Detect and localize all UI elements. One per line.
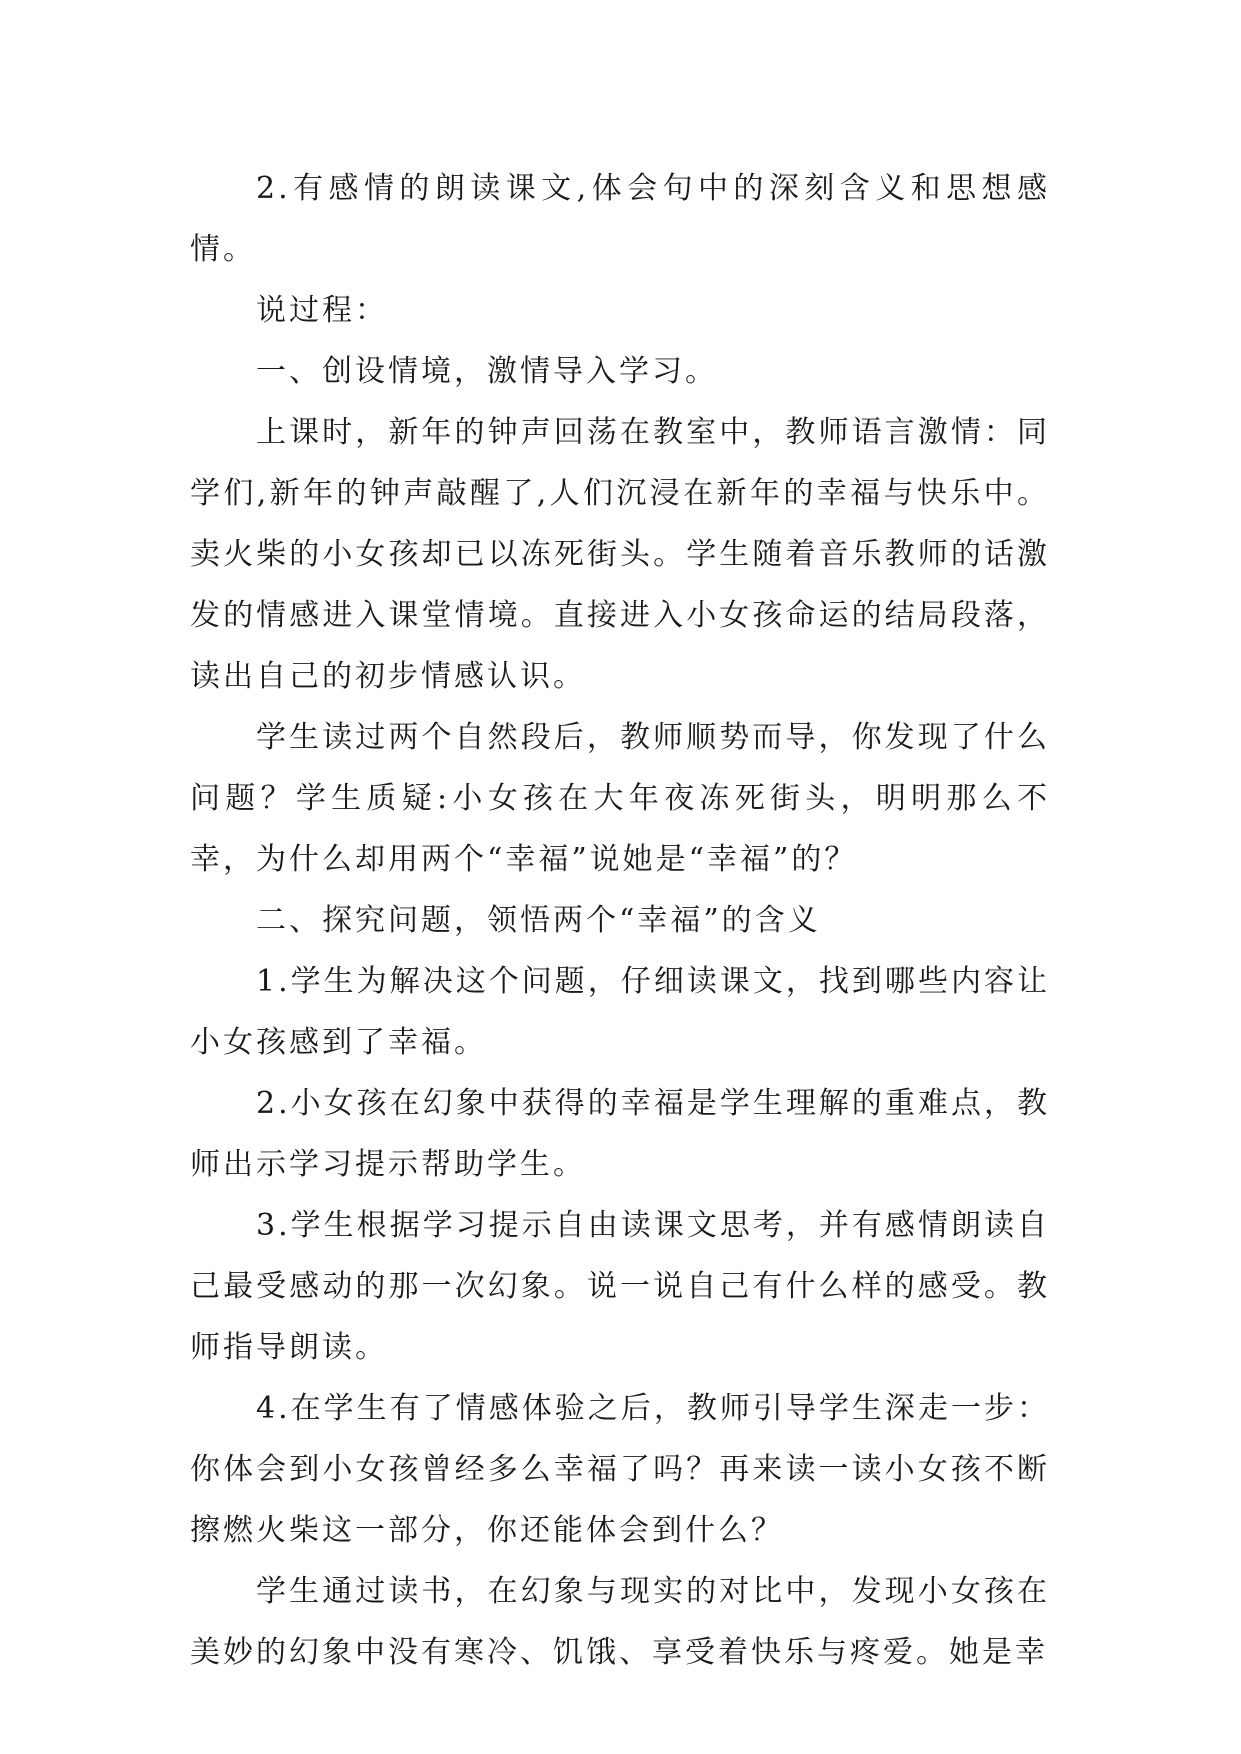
heading-section-2: 二、探究问题，领悟两个“幸福”的含义 — [256, 903, 821, 938]
paragraph-contrast: 学生通过读书，在幻象与现实的对比中，发现小女孩在美妙的幻象中没有寒冷、饥饿、享受着快乐与疼爱。她是幸 — [190, 1574, 1050, 1670]
paragraph-step-4: 4.在学生有了情感体验之后，教师引导学生深走一步：你体会到小女孩曾经多么幸福了吗？再来读一读小女孩不断擦燃火柴这一部分，你还能体会到什么？ — [190, 1391, 1050, 1548]
paragraph-objective-2: 2.有感情的朗读课文,体会句中的深刻含义和思想感情。 — [190, 171, 1050, 267]
document-body — [190, 158, 1050, 1683]
paragraph-step-2: 2.小女孩在幻象中获得的幸福是学生理解的重难点，教师出示学习提示帮助学生。 — [190, 1086, 1050, 1182]
paragraph-class-start: 上课时，新年的钟声回荡在教室中，教师语言激情：同学们,新年的钟声敲醒了,人们沉浸在新年的幸福与快乐中。卖火柴的小女孩却已以冻死街头。学生随着音乐教师的话激发的情感进入课堂情境。直接进入小女孩命运的结局段落，读出自己的初步情感认识。 — [190, 415, 1050, 694]
paragraph-student-question: 学生读过两个自然段后，教师顺势而导，你发现了什么问题？学生质疑:小女孩在大年夜冻死街头，明明那么不幸，为什么却用两个“幸福”说她是“幸福”的？ — [190, 720, 1050, 877]
paragraph-step-3: 3.学生根据学习提示自由读课文思考，并有感情朗读自己最受感动的那一次幻象。说一说自己有什么样的感受。教师指导朗读。 — [190, 1208, 1050, 1365]
heading-section-1: 一、创设情境，激情导入学习。 — [256, 354, 718, 389]
paragraph-step-1: 1.学生为解决这个问题，仔细读课文，找到哪些内容让小女孩感到了幸福。 — [190, 964, 1050, 1060]
heading-process: 说过程： — [256, 293, 388, 328]
